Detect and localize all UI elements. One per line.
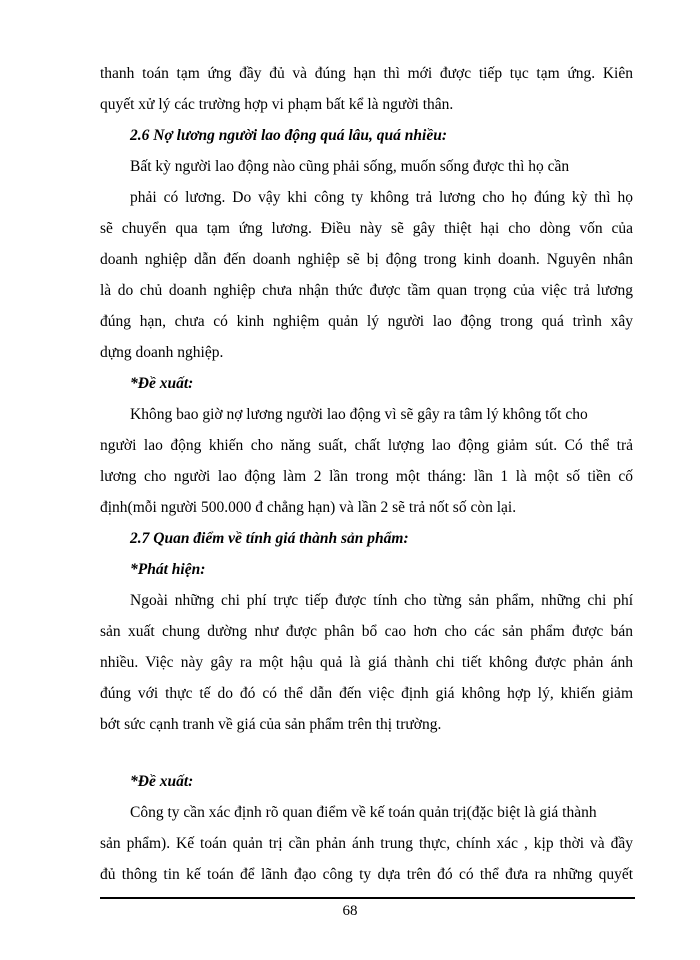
body-line: bớt sức cạnh tranh về giá của sản phẩm trên thị trường. [100, 716, 442, 733]
section-heading-2-7: 2.7 Quan điểm về tính giá thành sản phẩm: [130, 530, 409, 547]
proposal-heading: *Đề xuất: [130, 375, 194, 392]
body-line: sản xuất chung dường như được phân bổ cao hơn cho các sản phẩm được bán [100, 623, 633, 640]
footer-divider [100, 897, 635, 899]
body-line: sẽ chuyển qua tạm ứng lương. Điều này sẽ gây thiệt hại cho dòng vốn của [100, 220, 633, 237]
body-line: thanh toán tạm ứng đầy đủ và đúng hạn thì mới được tiếp tục tạm ứng. Kiên [100, 65, 633, 82]
body-line: là do chủ doanh nghiệp chưa nhận thức được tầm quan trọng của việc trả lương [100, 282, 633, 299]
body-line: Bất kỳ người lao động nào cũng phải sống, muốn sống được thì họ cần [130, 158, 570, 175]
body-line: sản phẩm). Kế toán quản trị cần phản ánh trung thực, chính xác , kịp thời và đầy [100, 835, 633, 852]
page-number: 68 [342, 903, 358, 919]
body-line: phải có lương. Do vậy khi công ty không trả lương cho họ đúng kỳ thì họ [130, 189, 633, 206]
finding-heading: *Phát hiện: [130, 561, 206, 578]
body-line: người lao động khiến cho năng suất, chất lượng lao động giảm sút. Có thể trả [100, 437, 633, 454]
section-heading-2-6: 2.6 Nợ lương người lao động quá lâu, quá nhiều: [130, 127, 448, 144]
body-line: quyết xử lý các trường hợp vi phạm bất kể là người thân. [100, 96, 454, 113]
body-line: Ngoài những chi phí trực tiếp được tính cho từng sản phẩm, những chi phí [130, 592, 633, 609]
body-line: Công ty cần xác định rõ quan điểm về kế toán quản trị(đặc biệt là giá thành [130, 804, 597, 821]
body-line: nhiều. Việc này gây ra một hậu quả là giá thành chi tiết không được phản ánh [100, 654, 633, 671]
body-line: doanh nghiệp dẫn đến doanh nghiệp sẽ bị động trong kinh doanh. Nguyên nhân [100, 251, 633, 268]
body-line: lương cho người lao động làm 2 lần trong một tháng: lần 1 là một số tiền cố [100, 468, 633, 485]
body-line: đúng với thực tế do đó có thể dẫn đến việc định giá không hợp lý, khiến giảm [100, 685, 633, 702]
body-line: Không bao giờ nợ lương người lao động vì sẽ gây ra tâm lý không tốt cho [130, 406, 588, 423]
proposal-heading: *Đề xuất: [130, 773, 194, 790]
body-line: định(mỗi người 500.000 đ chẳng hạn) và lần 2 sẽ trả nốt số còn lại. [100, 499, 517, 516]
body-line: dựng doanh nghiệp. [100, 344, 224, 361]
body-line: đúng hạn, chưa có kinh nghiệm quản lý người lao động trong quá trình xây [100, 313, 633, 330]
body-line: đủ thông tin kế toán để lãnh đạo công ty dựa trên đó có thể đưa ra những quyết [100, 866, 633, 883]
